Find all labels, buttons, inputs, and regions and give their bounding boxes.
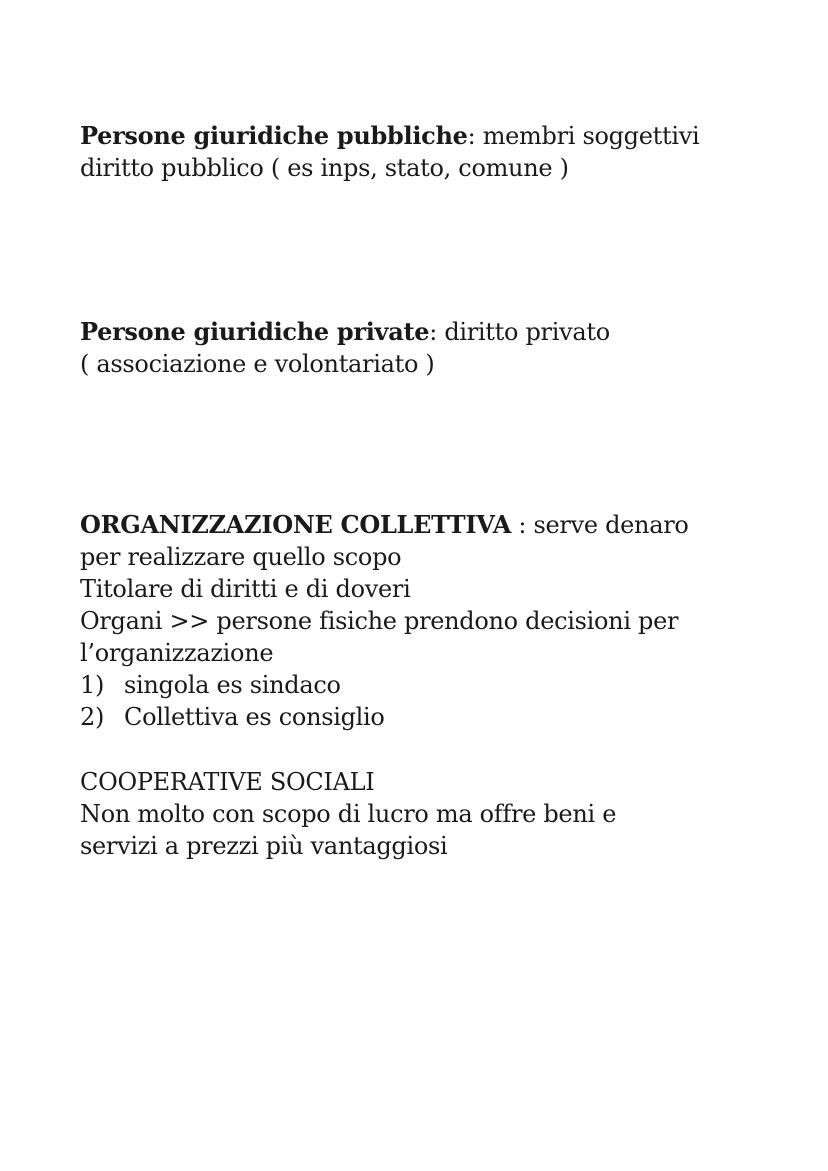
section-persone-giuridiche-pubbliche [80, 120, 780, 184]
paragraph-line: l’organizzazione [80, 639, 274, 667]
paragraph-line [80, 316, 780, 348]
definition-text: : diritto privato [429, 318, 610, 346]
paragraph-line [80, 120, 780, 152]
term-heading: ORGANIZZAZIONE COLLETTIVA [80, 510, 512, 539]
section-organizzazione-collettiva [80, 509, 780, 733]
definition-text: : serve denaro [511, 511, 689, 539]
paragraph-line: Organi >> persone fisiche prendono decisioni per [80, 607, 679, 635]
list-number: 1) [80, 671, 105, 699]
paragraph-line: Non molto con scopo di lucro ma offre beni e [80, 800, 617, 828]
list-text: singola es sindaco [124, 671, 341, 699]
section-cooperative-sociali [80, 766, 780, 862]
term-heading: Persone giuridiche pubbliche [80, 121, 468, 150]
term-heading: Persone giuridiche private [80, 317, 430, 346]
paragraph-line: ( associazione e volontariato ) [80, 350, 435, 378]
list-number: 2) [80, 703, 105, 731]
section-title: COOPERATIVE SOCIALI [80, 768, 375, 796]
list-text: Collettiva es consiglio [124, 703, 385, 731]
list-item [80, 701, 780, 733]
paragraph-line: servizi a prezzi più vantaggiosi [80, 832, 448, 860]
paragraph-line [80, 509, 780, 541]
paragraph-line: diritto pubblico ( es inps, stato, comune ) [80, 154, 569, 182]
section-persone-giuridiche-private [80, 316, 780, 380]
definition-text: : membri soggettivi [467, 122, 700, 150]
paragraph-line: per realizzare quello scopo [80, 543, 402, 571]
list-item [80, 669, 780, 701]
paragraph-line: Titolare di diritti e di doveri [80, 575, 411, 603]
